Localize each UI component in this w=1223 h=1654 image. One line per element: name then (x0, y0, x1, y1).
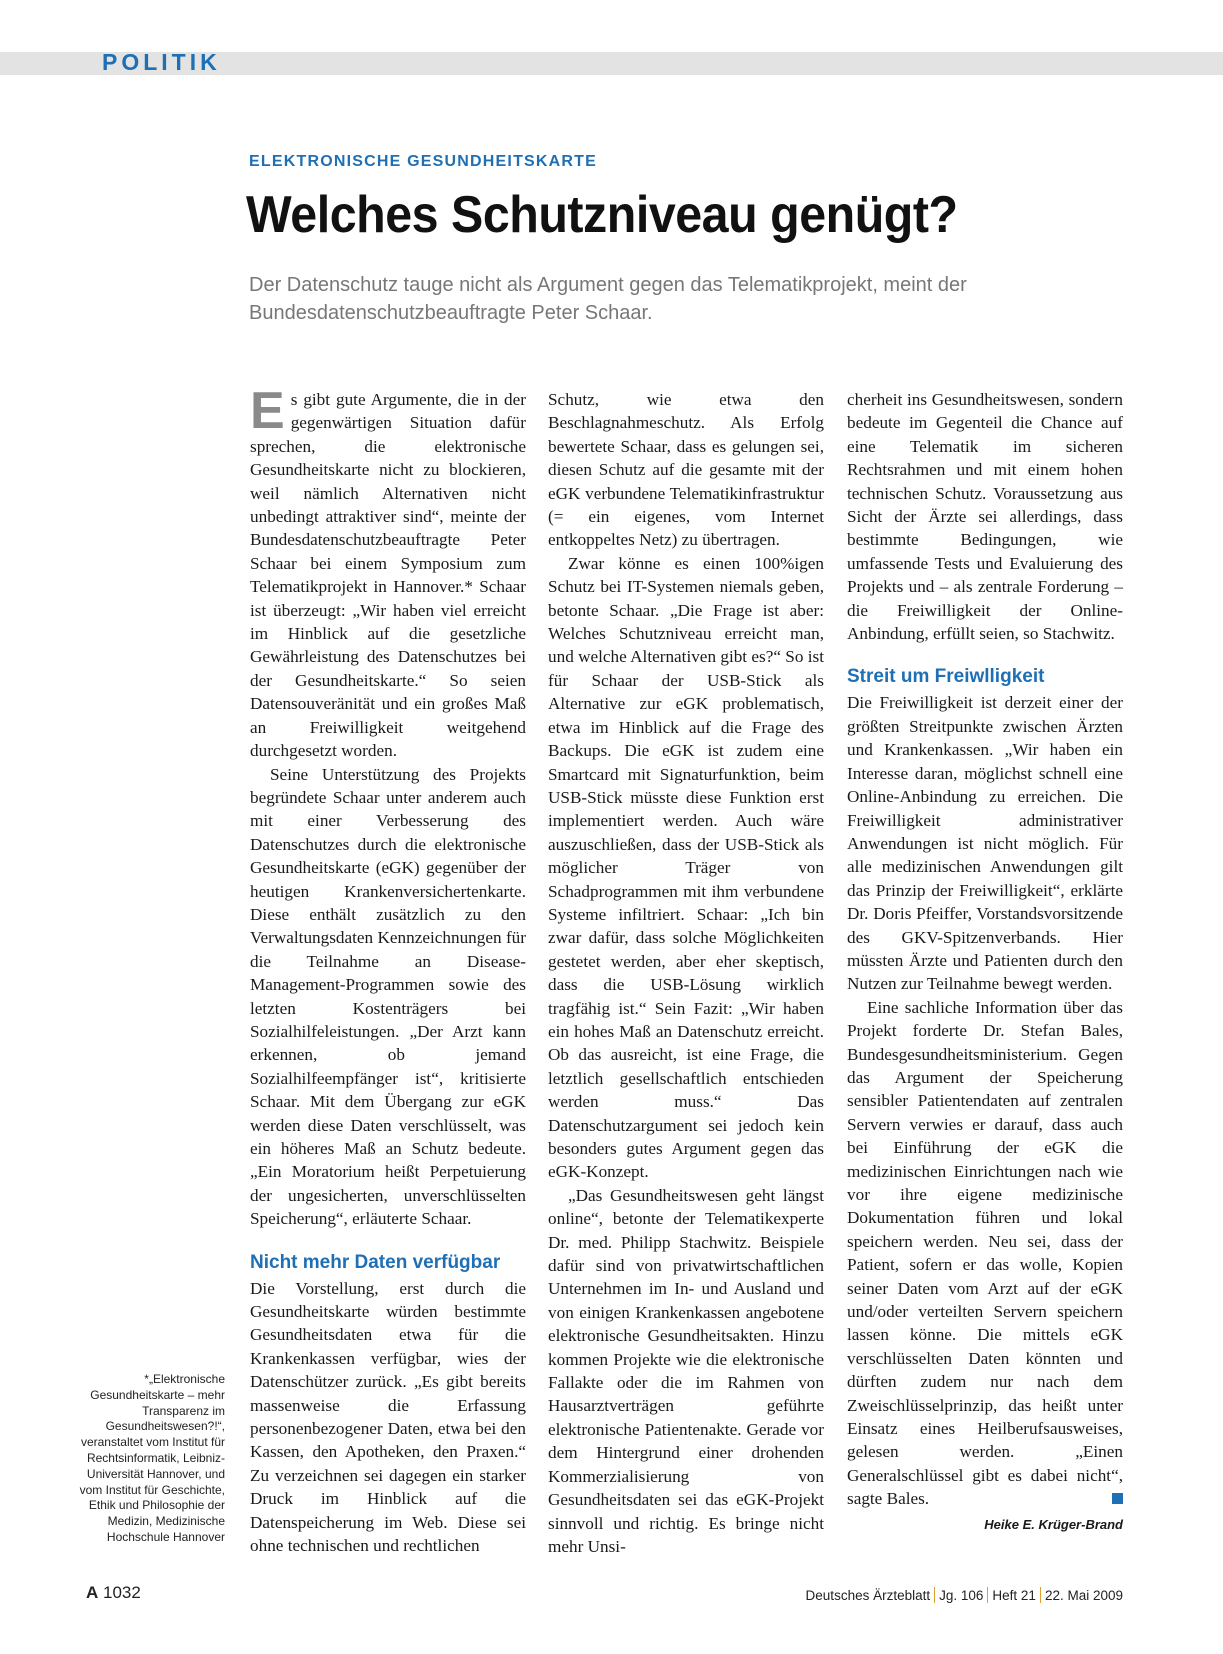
drop-cap: E (250, 382, 285, 440)
article-kicker: ELEKTRONISCHE GESUNDHEITSKARTE (249, 153, 598, 170)
paragraph-5-part-1: „Das Gesundheitswesen geht längst online“, betonte der Telematikexperte Dr. med. Philipp Stachwitz. Beispiele dafür sind von privatwirtschaftlichen Unternehmen im In- und Ausland und von einigen Krankenkassen angebotene elektronische Gesundheitsakten. Hinzu kommen Projekte wie die elektronische Fallakte oder die im Rahmen von Hausarztverträgen geführte elektronische Patientenakte. Gerade vor dem Hintergrund einer drohenden Kommerzialisierung von Gesundheitsdaten sei das eGK-Projekt sinnvoll und richtig. Es bringe nicht mehr Unsi- (548, 1185, 824, 1556)
paragraph-1-text: s gibt gute Argumente, die in der gegenwärtigen Situation dafür sprechen, die elektronische Gesundheitskarte nicht zu blockieren, weil nämlich Alternativen nicht unbedingt attraktiver sind“, meinte der Bundesdatenschutzbeauftragte Peter Schaar bei einem Symposium zum Telematikprojekt in Hannover.* Schaar ist überzeugt: „Wir haben viel erreicht im Hinblick auf die gesetzliche Gewährleistung des Datenschutzes bei der Gesundheitskarte.“ So seien Datensouveränität und ein großes Maß an Freiwilligkeit weitgehend durchgesetzt worden. (250, 390, 526, 761)
text-column-3 (847, 388, 1123, 1536)
article-subhead: Der Datenschutz tauge nicht als Argument gegen das Telematikprojekt, meint der Bundesdatenschutzbeauftragte Peter Schaar. (249, 274, 967, 324)
footer-date: 22. Mai 2009 (1044, 1588, 1123, 1603)
section-label: POLITIK (102, 49, 221, 75)
article-author: Heike E. Krüger-Brand (984, 1516, 1123, 1532)
subheading-nicht-mehr-daten: Nicht mehr Daten verfügbar (250, 1251, 501, 1273)
footer-issue: Heft 21 (992, 1588, 1036, 1603)
page-prefix: A (86, 1583, 99, 1602)
paragraph-7 (847, 996, 1123, 1511)
paragraph-3-part-1: Die Vorstellung, erst durch die Gesundheitskarte würden bestimmte Gesundheitsdaten etwa für die Krankenkassen verfügbar, wies der Datenschützer zurück. „Es gibt bereits massenweise die Erfassung personenbezogener Daten, etwa bei den Kassen, den Apotheken, den Praxen.“ Zu verzeichnen sei dagegen ein starker Druck im Hinblick auf die Datenspeicherung im Web. Diese sei ohne technischen und rechtlichen (250, 1278, 526, 1556)
page-number-value: 1032 (103, 1583, 141, 1602)
footer-volume: Jg. 106 (939, 1588, 984, 1603)
paragraph-5-part-2: cherheit ins Gesundheitswesen, sondern bedeute im Gegenteil die Chance auf eine Telematik im sicheren Rechtsrahmen und mit einem hohen technischen Schutz. Voraussetzung aus Sicht der Ärzte sei allerdings, dass bestimmte Bedingungen, wie umfassende Tests und Evaluierung des Projekts und – als zentrale Forderung – die Freiwilligkeit der Online-Anbindung, erfüllt seien, so Stachwitz. (847, 390, 1123, 644)
footer-journal: Deutsches Ärzteblatt (805, 1588, 931, 1603)
text-column-1 (250, 382, 526, 1558)
page-number (86, 1583, 141, 1603)
paragraph-6: Die Freiwilligkeit ist derzeit einer der größten Streitpunkte zwischen Ärzten und Krankenkassen. „Wir haben ein Interesse daran, möglichst schnell eine Online-Anbindung zu erreichen. Die Freiwilligkeit administrativer Anwendungen ist nicht möglich. Für alle medizinischen Anwendungen gilt das Prinzip der Freiwilligkeit“, erklärte Dr. Doris Pfeiffer, Vorstandsvorsitzende des GKV-Spitzenverbands. Hier müssten Ärzte und Patienten durch den Nutzen zur Teilnahme bewegt werden. (847, 693, 1123, 994)
footnote: *„Elektronische Gesundheitskarte – mehr Transparenz im Gesundheitswesen?!“, veranstaltet vom Institut für Rechtsinformatik, Leibniz-Universität Hannover, und vom Institut für Geschichte, Ethik und Philosophie der Medizin, Medizinische Hochschule Hannover (79, 1372, 225, 1544)
paragraph-7-text: Eine sachliche Information über das Projekt forderte Dr. Stefan Bales, Bundesgesundheitsministerium. Gegen das Argument der Speicherung sensibler Patientendaten auf zentralen Servern verwies er darauf, dass auch bei Einführung der eGK die medizinischen Einrichtungen nach wie vor ihre eigene medizinische Dokumentation führen und lokal speichern werden. Neu sei, dass der Patient, sofern er das wolle, Kopien seiner Daten vom Arzt auf der eGK und/oder verteilten Servern speichern lassen könne. Die mittels eGK verschlüsselten Daten könnten und dürften zudem nur nach dem Zweischlüsselprinzip, das heißt unter Einsatz eines Heilberufsausweises, gelesen werden. „Einen Generalschlüssel gibt es dabei nicht“, sagte Bales. (847, 997, 1123, 1509)
article-headline: Welches Schutzniveau genügt? (246, 186, 958, 244)
paragraph-3-part-2: Schutz, wie etwa den Beschlagnahmeschutz. Als Erfolg bewertete Schaar, dass es gelungen sei, diesen Schutz auf die gesamte mit der eGK verbundene Telematikinfrastruktur (= ein eigenes, vom Internet entkoppeltes Netz) zu übertragen. (548, 390, 824, 550)
footer-citation (806, 1587, 1123, 1603)
paragraph-4: Zwar könne es einen 100%igen Schutz bei IT-Systemen niemals geben, betonte Schaar. „Die Frage ist aber: Welches Schutzniveau erreicht man, und welche Alternativen gibt es?“ So ist für Schaar der USB-Stick als Alternative zur eGK problematisch, etwa im Hinblick auf die Frage des Backups. Die eGK ist zudem eine Smartcard mit Signaturfunktion, beim USB-Stick müsste diese Funktion erst implementiert werden. Auch wäre auszuschließen, dass der USB-Stick als möglicher Träger von Schadprogrammen mit ihm verbundene Systeme infiltriert. Schaar: „Ich bin zwar dafür, dass solche Möglichkeiten gestetet werden, aber eher skeptisch, dass die USB-Lösung wirklich tragfähig ist.“ Sein Fazit: „Wir haben ein hohes Maß an Datenschutz erreicht. Ob das ausreicht, ist eine Frage, die letztlich gesellschaftlich entschieden werden muss.“ Das Datenschutzargument sei jedoch kein besonders gutes Argument gegen das eGK-Konzept. (548, 553, 824, 1182)
text-column-2 (548, 388, 824, 1558)
subheading-streit-um-freiwilligkeit: Streit um Freiwlligkeit (847, 666, 1045, 688)
paragraph-1 (250, 382, 526, 763)
end-mark-icon (1112, 1493, 1123, 1504)
footer-separator (987, 1587, 988, 1603)
footer-separator (1040, 1587, 1041, 1603)
paragraph-2: Seine Unterstützung des Projekts begründete Schaar unter anderem auch mit einer Verbesserung des Datenschutzes durch die elektronische Gesundheitskarte (eGK) gegenüber der heutigen Krankenversichertenkarte. Diese enthält zusätzlich zu den Verwaltungsdaten Kennzeichnungen für die Teilnahme an Disease-Management-Programmen sowie des letzten Kostenträgers bei Sozialhilfeleistungen. „Der Arzt kann erkennen, ob jemand Sozialhilfeempfänger ist“, kritisierte Schaar. Mit dem Übergang zur eGK werden diese Daten verschlüsselt, was ein höheres Maß an Schutz bedeute. „Ein Moratorium heißt Perpetuierung der ungesicherten, unverschlüsselten Speicherung“, erläuterte Schaar. (250, 764, 526, 1229)
footer-separator (934, 1587, 935, 1603)
